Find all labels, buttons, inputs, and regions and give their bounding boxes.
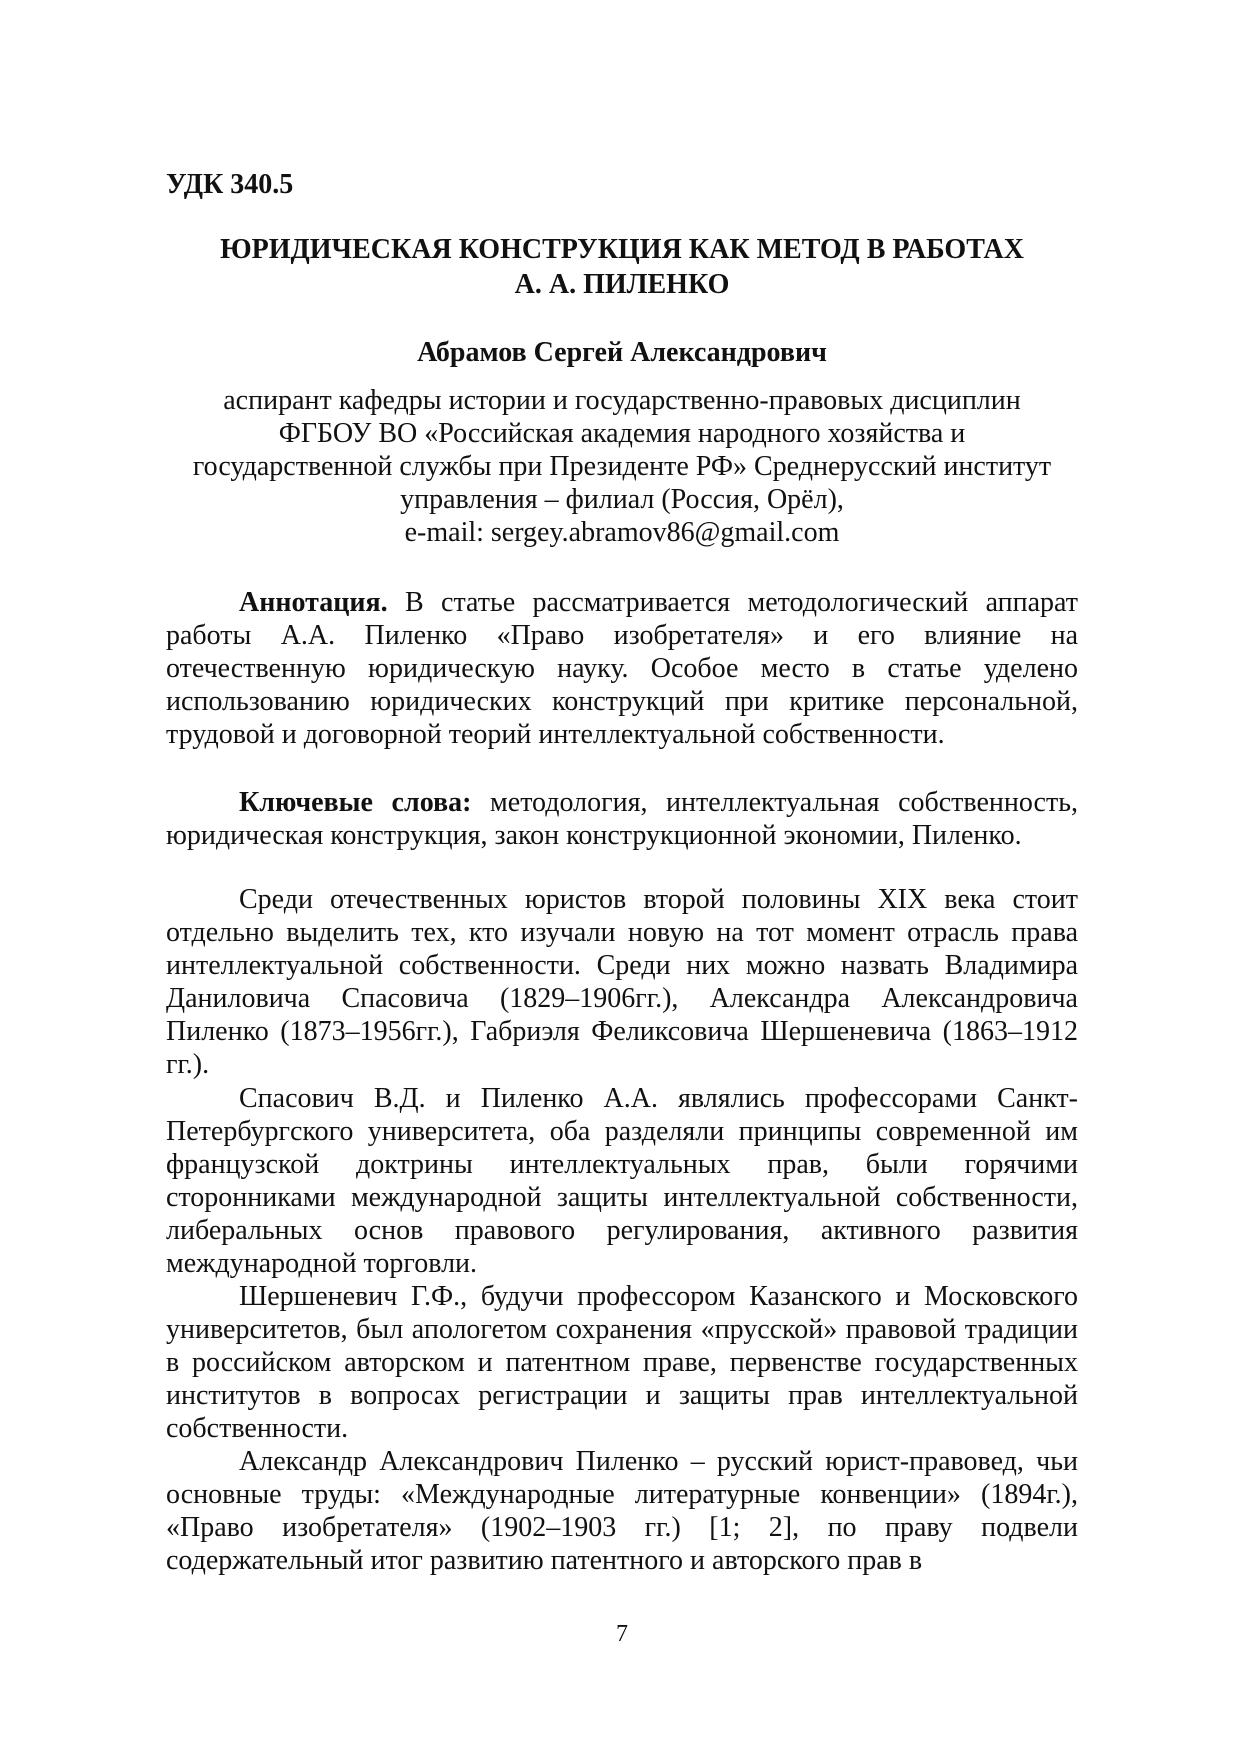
body-paragraph-3: Шершеневич Г.Ф., будучи профессором Казанского и Московского университетов, был апологетом сохранения «прусской» правовой традиции в российском авторском и патентном праве, первенстве государственных институтов в вопросах регистрации и защиты прав интеллектуальной собственности. [166, 1281, 1078, 1444]
keywords-text: методология, интеллектуальная собственность, юридическая конструкция, закон конструкционной экономии, Пиленко. [166, 787, 1078, 851]
keywords-paragraph [166, 786, 1078, 852]
author-email: e-mail: sergey.abramov86@gmail.com [404, 517, 840, 548]
abstract-paragraph [166, 586, 1078, 751]
page-number: 7 [616, 1621, 628, 1647]
keywords-label: Ключевые слова: [239, 787, 472, 818]
affiliation-line-4: управления – филиал (Россия, Орёл), [400, 484, 844, 515]
affiliation-line-3: государственной службы при Президенте РФ» Среднерусский институт [192, 451, 1052, 482]
body-paragraph-1: Среди отечественных юристов второй половины XIX века стоит отдельно выделить тех, кто изучали новую на тот момент отрасль права интеллектуальной собственности. Среди них можно назвать Владимира Даниловича Спасовича (1829–1906гг.), Александра Александровича Пиленко (1873–1956гг.), Габриэля Феликсовича Шершеневича (1863–1912 гг.). [166, 884, 1078, 1080]
author-affiliation [166, 384, 1078, 549]
body-paragraph-4: Александр Александрович Пиленко – русский юрист-правовед, чьи основные труды: «Международные литературные конвенции» (1894г.), «Право изобретателя» (1902–1903 гг.) [1; 2], по праву подвели содержательный итог развитию патентного и авторского прав в [166, 1446, 1078, 1576]
title-line-1: ЮРИДИЧЕСКАЯ КОНСТРУКЦИЯ КАК МЕТОД В РАБОТАХ [220, 234, 1024, 265]
abstract-text: В статье рассматривается методологический аппарат работы А.А. Пиленко «Право изобретателя» и его влияние на отечественную юридическую науку. Особое место в статье уделено использованию юридических конструкций при критике персональной, трудовой и договорной теорий интеллектуальной собственности. [166, 587, 1078, 750]
title-line-2: А. А. ПИЛЕНКО [514, 269, 730, 300]
body-paragraph-2: Спасович В.Д. и Пиленко А.А. являлись профессорами Санкт-Петербургского университета, оба разделяли принципы современной им французской доктрины интеллектуальных прав, были горячими сторонниками международной защиты интеллектуальной собственности, либеральных основ правового регулирования, активного развития международной торговли. [166, 1083, 1078, 1279]
affiliation-line-2: ФГБОУ ВО «Российская академия народного хозяйства и [278, 418, 966, 449]
article-title [166, 232, 1078, 302]
abstract-label: Аннотация. [239, 587, 388, 618]
author-name: Абрамов Сергей Александрович [417, 337, 827, 368]
affiliation-line-1: аспирант кафедры истории и государственно-правовых дисциплин [223, 385, 1021, 416]
udk-code: УДК 340.5 [166, 169, 294, 200]
